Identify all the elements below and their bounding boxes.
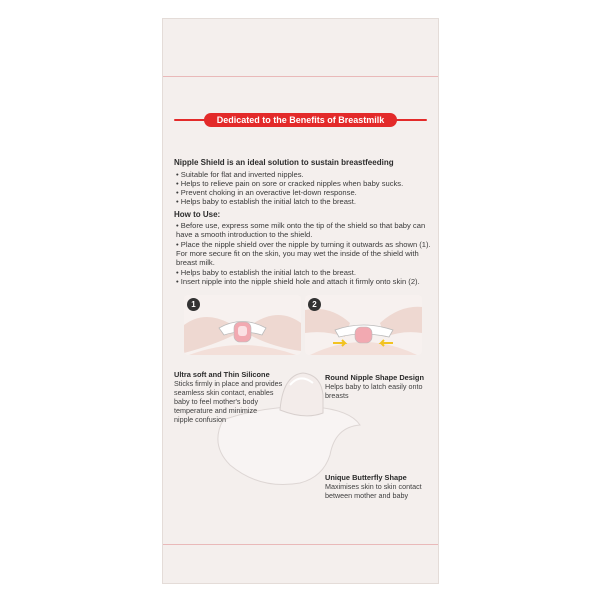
feature-text: breasts <box>325 391 349 400</box>
benefits-banner: Dedicated to the Benefits of Breastmilk <box>204 113 397 127</box>
howto-line: For more secure fit on the skin, you may wet the inside of the shield with <box>176 249 419 258</box>
intro-bullet: • Helps baby to establish the initial latch to the breast. <box>176 197 356 206</box>
howto-heading: How to Use: <box>174 210 221 219</box>
feature-butterfly-title: Unique Butterfly Shape <box>325 473 407 482</box>
howto-line: • Insert nipple into the nipple shield hole and attach it firmly onto skin (2). <box>176 277 420 286</box>
howto-line: breast milk. <box>176 258 215 267</box>
feature-text: between mother and baby <box>325 491 409 500</box>
intro-bullet: • Suitable for flat and inverted nipples. <box>176 170 304 179</box>
step-number: 1 <box>187 298 200 311</box>
howto-line: have a smooth introduction to the shield. <box>176 230 313 239</box>
top-divider <box>163 76 438 77</box>
intro-bullet: • Prevent choking in an overactive let-down response. <box>176 188 357 197</box>
feature-text: Helps baby to latch easily onto <box>325 382 423 391</box>
feature-text: baby to feel mother's body <box>174 397 259 406</box>
feature-text: temperature and minimize <box>174 406 258 415</box>
feature-text: Maximises skin to skin contact <box>325 482 422 491</box>
step-1-illustration <box>184 295 301 355</box>
feature-silicone-title: Ultra soft and Thin Silicone <box>174 370 270 379</box>
feature-text: Sticks firmly in place and provides <box>174 379 283 388</box>
howto-line: • Before use, express some milk onto the tip of the shield so that baby can <box>176 221 426 230</box>
step-2-illustration <box>305 295 422 355</box>
feature-text: nipple confusion <box>174 415 226 424</box>
howto-line: • Place the nipple shield over the nipple by turning it outwards as shown (1). <box>176 240 431 249</box>
feature-text: seamless skin contact, enables <box>174 388 274 397</box>
howto-line: • Helps baby to establish the initial latch to the breast. <box>176 268 356 277</box>
intro-heading: Nipple Shield is an ideal solution to sustain breastfeeding <box>174 158 394 167</box>
hand-shield-icon <box>184 295 301 355</box>
bottom-divider <box>163 544 438 545</box>
feature-round-title: Round Nipple Shape Design <box>325 373 424 382</box>
attach-shield-icon <box>305 295 422 355</box>
step-number: 2 <box>308 298 321 311</box>
intro-bullet: • Helps to relieve pain on sore or cracked nipples when baby sucks. <box>176 179 404 188</box>
